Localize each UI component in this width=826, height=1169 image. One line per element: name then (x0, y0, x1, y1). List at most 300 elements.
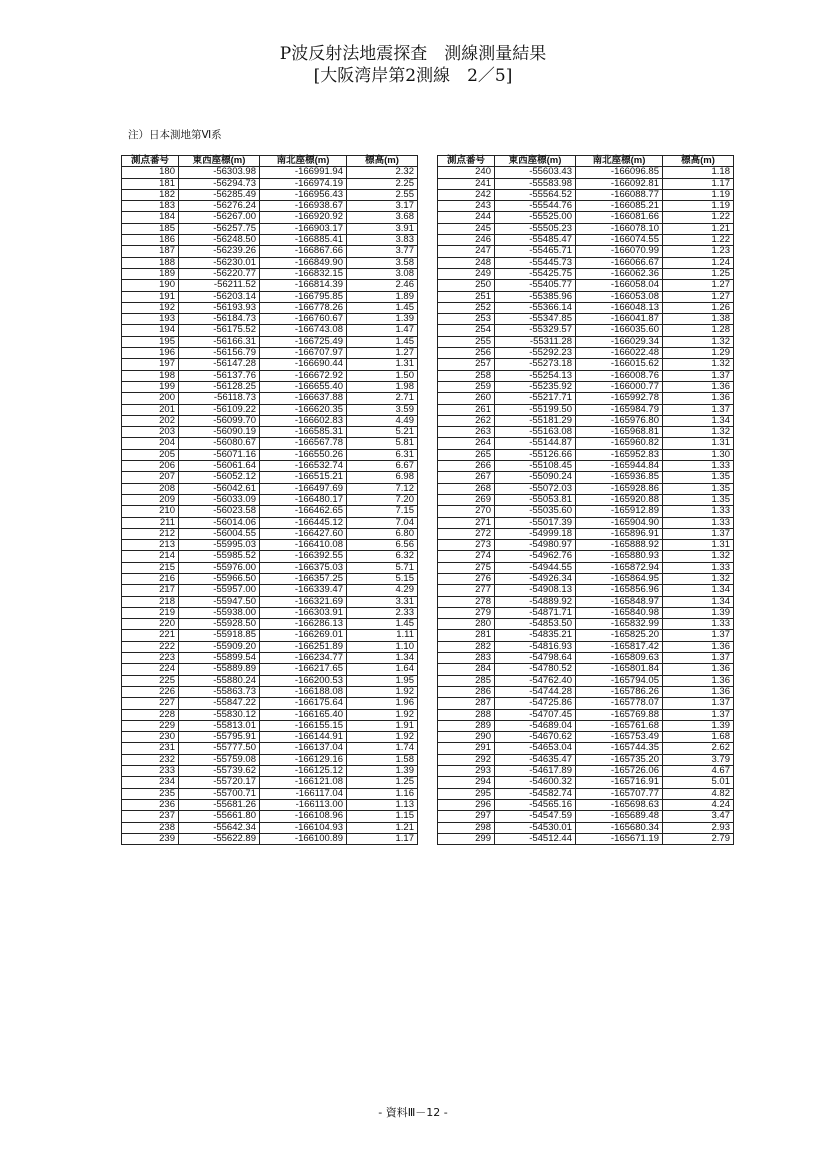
elevation-cell: 1.13 (347, 799, 418, 810)
elevation-cell: 1.17 (347, 833, 418, 844)
elevation-cell: 1.95 (347, 675, 418, 686)
elevation-cell: 1.39 (347, 314, 418, 325)
table-row (122, 415, 418, 426)
easting-cell: -54547.59 (495, 811, 576, 822)
easting-cell: -56193.93 (179, 302, 260, 313)
elevation-cell: 1.11 (347, 630, 418, 641)
table-row (438, 370, 734, 381)
table-row (122, 653, 418, 664)
northing-cell: -166532.74 (260, 461, 347, 472)
elevation-cell: 1.16 (347, 788, 418, 799)
elevation-cell: 1.27 (663, 291, 734, 302)
station-cell: 188 (122, 257, 179, 268)
station-cell: 255 (438, 336, 495, 347)
northing-cell: -166074.55 (576, 235, 663, 246)
elevation-cell: 1.36 (663, 675, 734, 686)
elevation-cell: 1.74 (347, 743, 418, 754)
station-cell: 231 (122, 743, 179, 754)
northing-cell: -165753.49 (576, 732, 663, 743)
station-cell: 259 (438, 381, 495, 392)
easting-cell: -55425.75 (495, 268, 576, 279)
elevation-cell: 1.25 (663, 268, 734, 279)
table-row (122, 675, 418, 686)
station-cell: 217 (122, 585, 179, 596)
northing-cell: -166339.47 (260, 585, 347, 596)
table-row (122, 472, 418, 483)
elevation-cell: 6.31 (347, 449, 418, 460)
station-cell: 233 (122, 766, 179, 777)
northing-cell: -166048.13 (576, 302, 663, 313)
elevation-cell: 1.35 (663, 483, 734, 494)
northing-cell: -165976.80 (576, 415, 663, 426)
survey-table-left (121, 155, 418, 845)
easting-cell: -56014.06 (179, 517, 260, 528)
elevation-cell: 7.20 (347, 494, 418, 505)
page-subtitle: [大阪湾岸第2測線 2／5] (313, 66, 513, 86)
station-cell: 251 (438, 291, 495, 302)
easting-cell: -55795.91 (179, 732, 260, 743)
station-cell: 260 (438, 393, 495, 404)
elevation-cell: 1.15 (347, 811, 418, 822)
easting-cell: -54926.34 (495, 573, 576, 584)
easting-cell: -55525.00 (495, 212, 576, 223)
elevation-cell: 1.32 (663, 336, 734, 347)
elevation-cell: 2.62 (663, 743, 734, 754)
easting-cell: -55603.43 (495, 167, 576, 178)
elevation-cell: 2.32 (347, 167, 418, 178)
elevation-cell: 1.36 (663, 393, 734, 404)
northing-cell: -166108.96 (260, 811, 347, 822)
station-cell: 225 (122, 675, 179, 686)
elevation-cell: 1.45 (347, 302, 418, 313)
easting-cell: -54565.16 (495, 799, 576, 810)
northing-cell: -166690.44 (260, 359, 347, 370)
northing-cell: -165952.83 (576, 449, 663, 460)
table-row (438, 314, 734, 325)
elevation-cell: 1.45 (347, 619, 418, 630)
elevation-cell: 7.04 (347, 517, 418, 528)
station-cell: 237 (122, 811, 179, 822)
northing-cell: -166938.67 (260, 201, 347, 212)
station-cell: 214 (122, 551, 179, 562)
northing-cell: -166144.91 (260, 732, 347, 743)
station-cell: 220 (122, 619, 179, 630)
station-cell: 282 (438, 641, 495, 652)
easting-cell: -56239.26 (179, 246, 260, 257)
station-cell: 228 (122, 709, 179, 720)
northing-cell: -166445.12 (260, 517, 347, 528)
table-row (122, 494, 418, 505)
elevation-cell: 1.19 (663, 201, 734, 212)
northing-cell: -165888.92 (576, 540, 663, 551)
northing-cell: -165912.89 (576, 506, 663, 517)
station-cell: 296 (438, 799, 495, 810)
easting-cell: -55311.28 (495, 336, 576, 347)
table-row (438, 494, 734, 505)
station-cell: 187 (122, 246, 179, 257)
northing-cell: -166637.88 (260, 393, 347, 404)
survey-table-right (437, 155, 734, 845)
northing-cell: -166088.77 (576, 189, 663, 200)
northing-cell: -165968.81 (576, 427, 663, 438)
northing-cell: -165920.88 (576, 494, 663, 505)
northing-cell: -166200.53 (260, 675, 347, 686)
easting-cell: -55181.29 (495, 415, 576, 426)
table-row (438, 551, 734, 562)
station-cell: 279 (438, 607, 495, 618)
easting-cell: -54670.62 (495, 732, 576, 743)
northing-cell: -166251.89 (260, 641, 347, 652)
easting-cell: -54653.04 (495, 743, 576, 754)
station-cell: 219 (122, 607, 179, 618)
easting-cell: -55966.50 (179, 573, 260, 584)
northing-cell: -165735.20 (576, 754, 663, 765)
station-cell: 192 (122, 302, 179, 313)
northing-cell: -166092.81 (576, 178, 663, 189)
easting-cell: -55108.45 (495, 461, 576, 472)
station-cell: 181 (122, 178, 179, 189)
station-cell: 286 (438, 686, 495, 697)
elevation-cell: 2.71 (347, 393, 418, 404)
elevation-cell: 1.18 (663, 167, 734, 178)
table-row (122, 811, 418, 822)
table-row (122, 822, 418, 833)
elevation-cell: 1.37 (663, 630, 734, 641)
northing-cell: -165786.26 (576, 686, 663, 697)
northing-cell: -166974.19 (260, 178, 347, 189)
station-cell: 211 (122, 517, 179, 528)
elevation-cell: 1.27 (663, 280, 734, 291)
station-cell: 227 (122, 698, 179, 709)
easting-cell: -55777.50 (179, 743, 260, 754)
station-cell: 275 (438, 562, 495, 573)
northing-cell: -165707.77 (576, 788, 663, 799)
table-row (122, 246, 418, 257)
table-row (122, 754, 418, 765)
station-cell: 212 (122, 528, 179, 539)
table-row (122, 280, 418, 291)
northing-cell: -166392.55 (260, 551, 347, 562)
table-row (122, 167, 418, 178)
col-header-northing: 南北座標(m) (260, 156, 347, 167)
elevation-cell: 1.31 (663, 540, 734, 551)
easting-cell: -55366.14 (495, 302, 576, 313)
datum-note: 注）日本測地第Ⅵ系 (128, 129, 222, 141)
easting-cell: -55880.24 (179, 675, 260, 686)
table-row (438, 562, 734, 573)
elevation-cell: 3.08 (347, 268, 418, 279)
station-cell: 248 (438, 257, 495, 268)
easting-cell: -55985.52 (179, 551, 260, 562)
elevation-cell: 1.36 (663, 641, 734, 652)
easting-cell: -56230.01 (179, 257, 260, 268)
station-cell: 238 (122, 822, 179, 833)
elevation-cell: 4.67 (663, 766, 734, 777)
easting-cell: -54744.28 (495, 686, 576, 697)
easting-cell: -54853.50 (495, 619, 576, 630)
elevation-cell: 1.32 (663, 359, 734, 370)
station-cell: 295 (438, 788, 495, 799)
station-cell: 206 (122, 461, 179, 472)
easting-cell: -55739.62 (179, 766, 260, 777)
easting-cell: -55681.26 (179, 799, 260, 810)
table-row (438, 415, 734, 426)
easting-cell: -56004.55 (179, 528, 260, 539)
elevation-cell: 6.32 (347, 551, 418, 562)
station-cell: 252 (438, 302, 495, 313)
easting-cell: -56156.79 (179, 348, 260, 359)
northing-cell: -165992.78 (576, 393, 663, 404)
elevation-cell: 1.37 (663, 653, 734, 664)
elevation-cell: 3.68 (347, 212, 418, 223)
table-row (122, 404, 418, 415)
elevation-cell: 5.15 (347, 573, 418, 584)
easting-cell: -56023.58 (179, 506, 260, 517)
elevation-cell: 1.26 (663, 302, 734, 313)
northing-cell: -166497.69 (260, 483, 347, 494)
table-row (122, 743, 418, 754)
northing-cell: -166165.40 (260, 709, 347, 720)
easting-cell: -56220.77 (179, 268, 260, 279)
station-cell: 268 (438, 483, 495, 494)
easting-cell: -56147.28 (179, 359, 260, 370)
northing-cell: -165769.88 (576, 709, 663, 720)
easting-cell: -54512.44 (495, 833, 576, 844)
easting-cell: -54980.97 (495, 540, 576, 551)
elevation-cell: 1.35 (663, 472, 734, 483)
table-row (438, 698, 734, 709)
station-cell: 297 (438, 811, 495, 822)
table-row (438, 268, 734, 279)
station-cell: 276 (438, 573, 495, 584)
table-row (122, 619, 418, 630)
northing-cell: -166849.90 (260, 257, 347, 268)
station-cell: 229 (122, 720, 179, 731)
station-cell: 204 (122, 438, 179, 449)
table-row (438, 788, 734, 799)
elevation-cell: 1.33 (663, 562, 734, 573)
station-cell: 203 (122, 427, 179, 438)
easting-cell: -56090.19 (179, 427, 260, 438)
station-cell: 190 (122, 280, 179, 291)
northing-cell: -166357.25 (260, 573, 347, 584)
northing-cell: -166066.67 (576, 257, 663, 268)
station-cell: 261 (438, 404, 495, 415)
easting-cell: -54871.71 (495, 607, 576, 618)
easting-cell: -55995.03 (179, 540, 260, 551)
easting-cell: -55889.89 (179, 664, 260, 675)
station-cell: 215 (122, 562, 179, 573)
elevation-cell: 3.83 (347, 235, 418, 246)
station-cell: 200 (122, 393, 179, 404)
elevation-cell: 1.92 (347, 686, 418, 697)
northing-cell: -165928.86 (576, 483, 663, 494)
station-cell: 207 (122, 472, 179, 483)
easting-cell: -54725.86 (495, 698, 576, 709)
table-row (438, 167, 734, 178)
table-row (438, 280, 734, 291)
station-cell: 210 (122, 506, 179, 517)
northing-cell: -165778.07 (576, 698, 663, 709)
elevation-cell: 1.10 (347, 641, 418, 652)
table-row (122, 641, 418, 652)
station-cell: 280 (438, 619, 495, 630)
northing-cell: -166078.10 (576, 223, 663, 234)
table-row (122, 630, 418, 641)
elevation-cell: 1.30 (663, 449, 734, 460)
easting-cell: -55235.92 (495, 381, 576, 392)
elevation-cell: 1.33 (663, 506, 734, 517)
northing-cell: -165880.93 (576, 551, 663, 562)
table-row (122, 607, 418, 618)
station-cell: 283 (438, 653, 495, 664)
station-cell: 240 (438, 167, 495, 178)
northing-cell: -166175.64 (260, 698, 347, 709)
elevation-cell: 1.29 (663, 348, 734, 359)
table-row (122, 766, 418, 777)
easting-cell: -54635.47 (495, 754, 576, 765)
elevation-cell: 1.37 (663, 698, 734, 709)
station-cell: 290 (438, 732, 495, 743)
elevation-cell: 1.34 (663, 585, 734, 596)
northing-cell: -166480.17 (260, 494, 347, 505)
northing-cell: -166035.60 (576, 325, 663, 336)
elevation-cell: 4.24 (663, 799, 734, 810)
elevation-cell: 1.19 (663, 189, 734, 200)
northing-cell: -165944.84 (576, 461, 663, 472)
elevation-cell: 6.67 (347, 461, 418, 472)
easting-cell: -55720.17 (179, 777, 260, 788)
station-cell: 186 (122, 235, 179, 246)
table-row (438, 483, 734, 494)
elevation-cell: 1.36 (663, 664, 734, 675)
station-cell: 262 (438, 415, 495, 426)
northing-cell: -166655.40 (260, 381, 347, 392)
northing-cell: -165856.96 (576, 585, 663, 596)
station-cell: 289 (438, 720, 495, 731)
table-row (438, 302, 734, 313)
elevation-cell: 2.55 (347, 189, 418, 200)
easting-cell: -56109.22 (179, 404, 260, 415)
easting-cell: -55909.20 (179, 641, 260, 652)
easting-cell: -55700.71 (179, 788, 260, 799)
table-row (438, 766, 734, 777)
northing-cell: -166550.26 (260, 449, 347, 460)
easting-cell: -55642.34 (179, 822, 260, 833)
table-row (438, 438, 734, 449)
easting-cell: -55928.50 (179, 619, 260, 630)
northing-cell: -166234.77 (260, 653, 347, 664)
easting-cell: -54780.52 (495, 664, 576, 675)
easting-cell: -54798.64 (495, 653, 576, 664)
elevation-cell: 7.15 (347, 506, 418, 517)
northing-cell: -165716.91 (576, 777, 663, 788)
table-row (122, 348, 418, 359)
elevation-cell: 2.33 (347, 607, 418, 618)
northing-cell: -165936.85 (576, 472, 663, 483)
station-cell: 205 (122, 449, 179, 460)
elevation-cell: 1.33 (663, 517, 734, 528)
easting-cell: -55830.12 (179, 709, 260, 720)
table-row (122, 573, 418, 584)
easting-cell: -56294.73 (179, 178, 260, 189)
elevation-cell: 1.68 (663, 732, 734, 743)
col-header-station: 測点番号 (438, 156, 495, 167)
table-row (438, 528, 734, 539)
northing-cell: -165698.63 (576, 799, 663, 810)
station-cell: 292 (438, 754, 495, 765)
easting-cell: -55564.52 (495, 189, 576, 200)
northing-cell: -166121.08 (260, 777, 347, 788)
table-row (122, 178, 418, 189)
table-row (438, 291, 734, 302)
easting-cell: -55445.73 (495, 257, 576, 268)
station-cell: 271 (438, 517, 495, 528)
table-row (122, 381, 418, 392)
easting-cell: -55053.81 (495, 494, 576, 505)
northing-cell: -165960.82 (576, 438, 663, 449)
station-cell: 272 (438, 528, 495, 539)
station-cell: 234 (122, 777, 179, 788)
northing-cell: -166137.04 (260, 743, 347, 754)
easting-cell: -54816.93 (495, 641, 576, 652)
table-row (438, 630, 734, 641)
easting-cell: -56137.76 (179, 370, 260, 381)
easting-cell: -55863.73 (179, 686, 260, 697)
table-row (438, 517, 734, 528)
easting-cell: -55126.66 (495, 449, 576, 460)
elevation-cell: 1.39 (663, 720, 734, 731)
table-row (122, 449, 418, 460)
northing-cell: -166104.93 (260, 822, 347, 833)
elevation-cell: 3.17 (347, 201, 418, 212)
easting-cell: -54889.92 (495, 596, 576, 607)
table-row (438, 235, 734, 246)
station-cell: 293 (438, 766, 495, 777)
elevation-cell: 1.22 (663, 235, 734, 246)
northing-cell: -166672.92 (260, 370, 347, 381)
northing-cell: -166814.39 (260, 280, 347, 291)
col-header-station: 測点番号 (122, 156, 179, 167)
elevation-cell: 1.31 (663, 438, 734, 449)
station-cell: 284 (438, 664, 495, 675)
elevation-cell: 1.58 (347, 754, 418, 765)
northing-cell: -166707.97 (260, 348, 347, 359)
station-cell: 299 (438, 833, 495, 844)
easting-cell: -55017.39 (495, 517, 576, 528)
station-cell: 294 (438, 777, 495, 788)
table-row (122, 461, 418, 472)
station-cell: 221 (122, 630, 179, 641)
elevation-cell: 1.89 (347, 291, 418, 302)
elevation-cell: 2.93 (663, 822, 734, 833)
easting-cell: -55292.23 (495, 348, 576, 359)
station-cell: 285 (438, 675, 495, 686)
northing-cell: -166885.41 (260, 235, 347, 246)
northing-cell: -166743.08 (260, 325, 347, 336)
station-cell: 256 (438, 348, 495, 359)
station-cell: 263 (438, 427, 495, 438)
northing-cell: -166567.78 (260, 438, 347, 449)
table-row (122, 268, 418, 279)
easting-cell: -56052.12 (179, 472, 260, 483)
elevation-cell: 2.79 (663, 833, 734, 844)
table-row (122, 698, 418, 709)
station-cell: 185 (122, 223, 179, 234)
easting-cell: -56099.70 (179, 415, 260, 426)
station-cell: 273 (438, 540, 495, 551)
northing-cell: -166113.00 (260, 799, 347, 810)
